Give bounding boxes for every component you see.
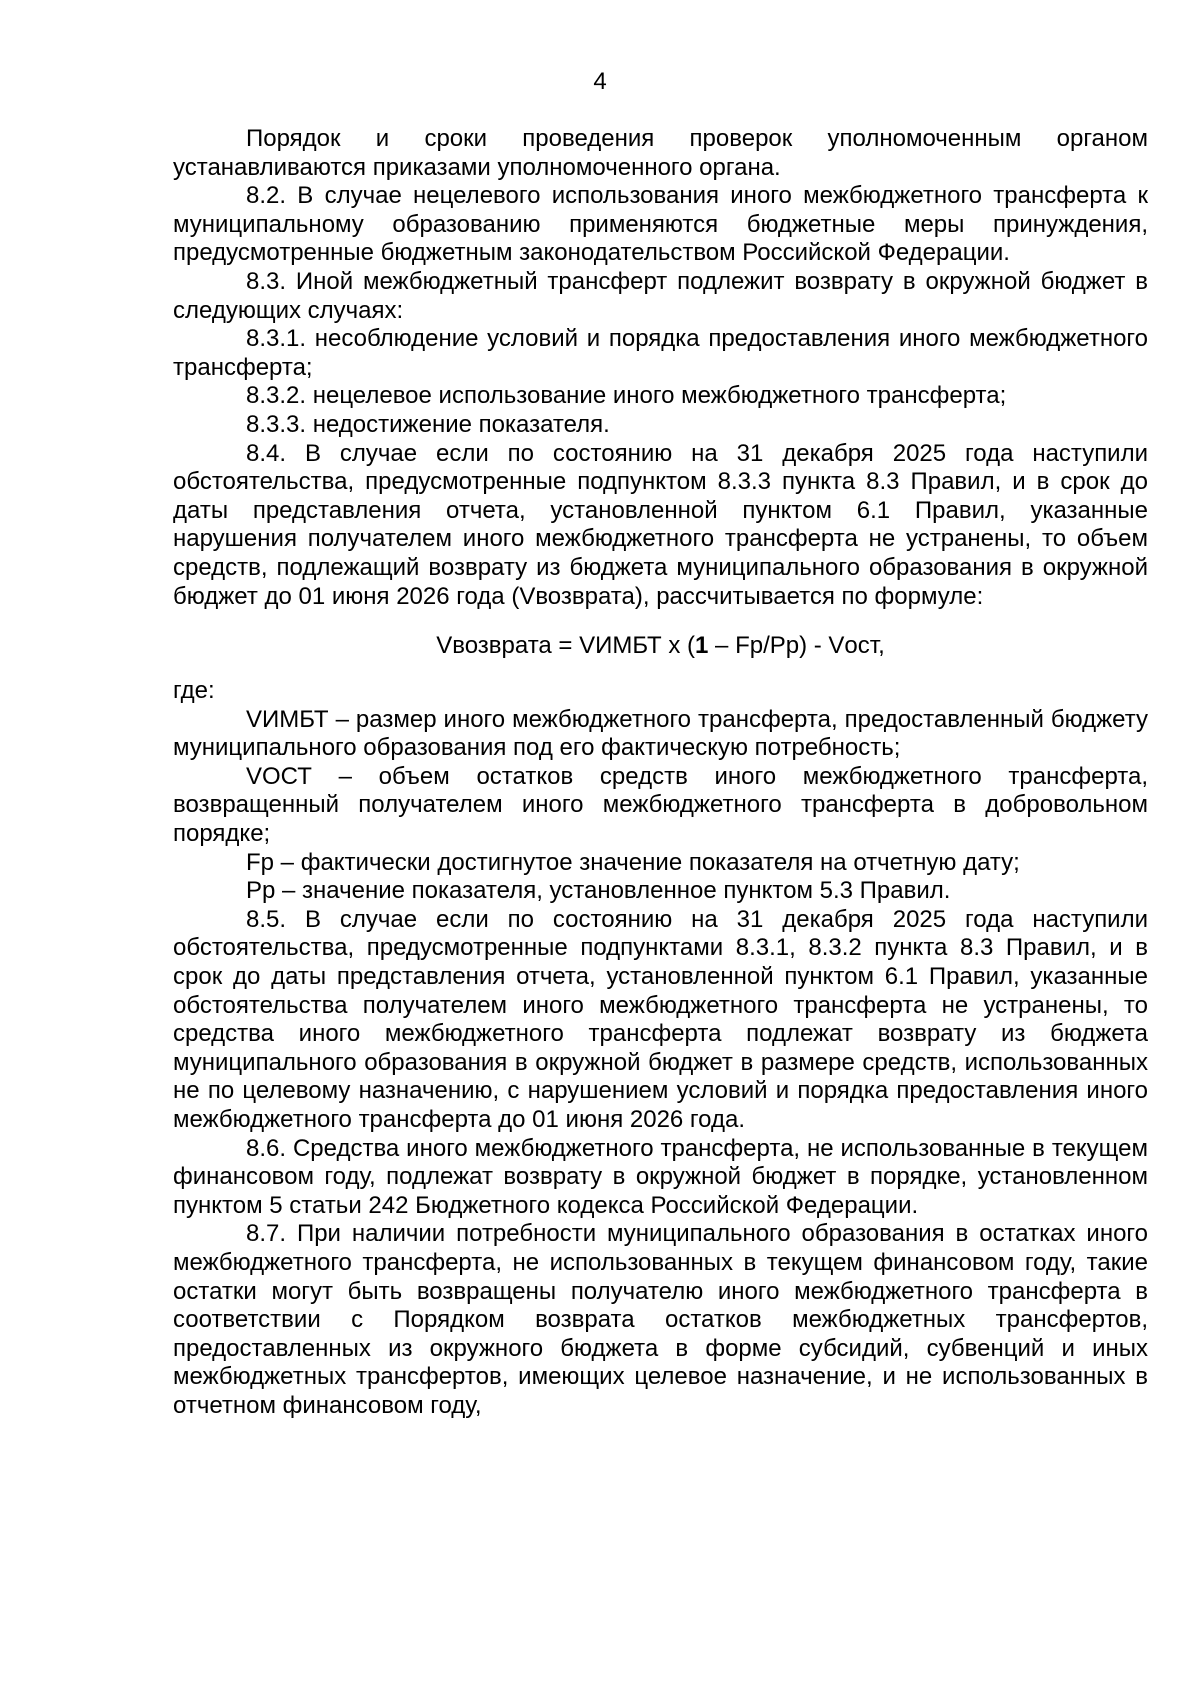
paragraph-8-7: 8.7. При наличии потребности муниципального образования в остатках иного межбюджетного трансферта, не использованных в текущем финансовом году, такие остатки могут быть возвращены получателю иного межбюджетного трансферта в соответствии с Порядком возврата остатков межбюджетных трансфертов, предоставленных из окружного бюджета в форме субсидий, субвенций и иных межбюджетных трансфертов, имеющих целевое назначение, и не использованных в отчетном финансовом году, [173, 1220, 1148, 1419]
paragraph-8-4: 8.4. В случае если по состоянию на 31 декабря 2025 года наступили обстоятельства, предусмотренные подпунктом 8.3.3 пункта 8.3 Правил, и в срок до даты представления отчета, установленной пунктом 6.1 Правил, указанные нарушения получателем иного межбюджетного трансферта не устранены, то объем средств, подлежащий возврату из бюджета муниципального образования в окружной бюджет до 01 июня 2026 года (Vвозврата), рассчитывается по формуле: [173, 439, 1148, 610]
definition-fp: Fp – фактически достигнутое значение показателя на отчетную дату; [246, 848, 1020, 876]
page-number: 4 [593, 68, 607, 95]
document-body [173, 125, 1148, 1421]
formula-bold-one: 1 [695, 632, 709, 660]
formula-part-2: – Fp/Pp) - Vост, [708, 632, 885, 660]
paragraph-8-3: 8.3. Иной межбюджетный трансферт подлежит возврату в окружной бюджет в следующих случаях: [173, 267, 1148, 324]
paragraph-8-2: 8.2. В случае нецелевого использования иного межбюджетного трансферта к муниципальному образованию применяются бюджетные меры принуждения, предусмотренные бюджетным законодательством Российской Федерации. [173, 182, 1148, 267]
definition-vimbt: VИМБТ – размер иного межбюджетного трансферта, предоставленный бюджету муниципального образования под его фактическую потребность; [173, 705, 1148, 762]
formula-part-1: Vвозврата = VИМБТ х ( [436, 632, 696, 660]
paragraph-8-3-3: 8.3.3. недостижение показателя. [246, 410, 610, 438]
definition-pp: Pp – значение показателя, установленное пунктом 5.3 Правил. [246, 877, 951, 905]
refund-formula [173, 632, 1148, 661]
paragraph-8-3-1: 8.3.1. несоблюдение условий и порядка предоставления иного межбюджетного трансферта; [173, 325, 1148, 381]
paragraph-8-5: 8.5. В случае если по состоянию на 31 декабря 2025 года наступили обстоятельства, предусмотренные подпунктами 8.3.1, 8.3.2 пункта 8.3 Правил, и в срок до даты представления отчета, установленной пунктом 6.1 Правил, указанные обстоятельства получателем иного межбюджетного трансферта не устранены, то средства иного межбюджетного трансферта подлежат возврату из бюджета муниципального образования в окружной бюджет в размере средств, использованных не по целевому назначению, с нарушением условий и порядка предоставления иного межбюджетного трансферта до 01 июня 2026 года. [173, 905, 1148, 1133]
paragraph-8-6: 8.6. Средства иного межбюджетного трансферта, не использованные в текущем финансовом году, подлежат возврату в окружной бюджет в порядке, установленном пунктом 5 статьи 242 Бюджетного кодекса Российской Федерации. [173, 1134, 1148, 1219]
paragraph-8-3-2: 8.3.2. нецелевое использование иного межбюджетного трансферта; [246, 382, 1007, 410]
where-label: где: [173, 677, 215, 705]
paragraph-inspection-order: Порядок и сроки проведения проверок уполномоченным органом устанавливаются приказами уполномоченного органа. [173, 125, 1148, 181]
definition-vost: VОСТ – объем остатков средств иного межбюджетного трансферта, возвращенный получателем иного межбюджетного трансферта в добровольном порядке; [173, 762, 1148, 848]
